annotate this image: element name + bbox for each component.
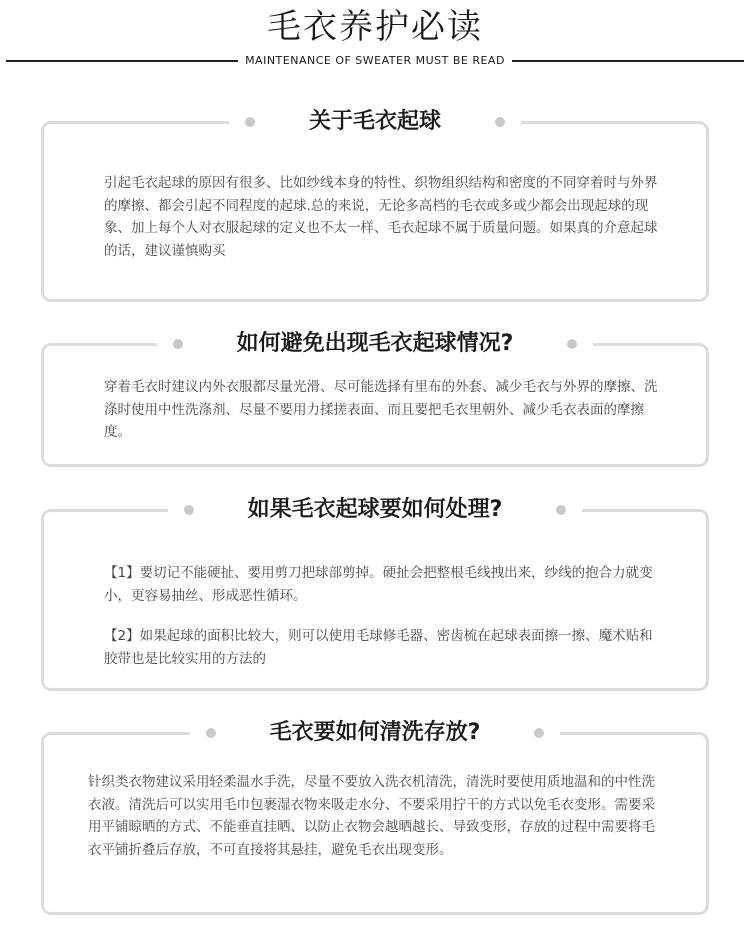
section-title: 如何避免出现毛衣起球情况? <box>236 331 514 356</box>
header-rule-right <box>512 60 744 62</box>
section-header <box>44 322 706 366</box>
section-body <box>104 172 666 262</box>
section-body <box>104 376 666 444</box>
bullet-dot-icon <box>567 339 577 349</box>
page-title: 毛衣养护必读 <box>267 7 483 47</box>
page-subtitle: MAINTENANCE OF SWEATER MUST BE READ <box>245 54 505 67</box>
section-paragraph: 穿着毛衣时建议内外衣服都尽量光滑、尽可能选择有里布的外套、减少毛衣与外界的摩擦、洗涤时使用中性洗涤剂、尽量不要用力揉搓表面、而且要把毛衣里朝外、减少毛衣表面的摩擦度。 <box>104 379 658 440</box>
section-title: 如果毛衣起球要如何处理? <box>247 497 503 522</box>
bullet-dot-icon <box>206 728 216 738</box>
section-card-prevention <box>41 331 709 467</box>
bullet-dot-icon <box>245 117 255 127</box>
section-body <box>104 562 666 670</box>
section-header <box>44 100 706 144</box>
bullet-dot-icon <box>173 339 183 349</box>
section-card-washing <box>41 720 709 915</box>
list-item: 【2】如果起球的面积比较大，则可以使用毛球修毛器、密齿梳在起球表面擦一擦、魔术贴和胶带也是比较实用的方法的 <box>104 628 653 667</box>
section-header <box>44 711 706 755</box>
bullet-dot-icon <box>556 505 566 515</box>
bullet-dot-icon <box>184 505 194 515</box>
list-item: 【1】要切记不能硬扯、要用剪刀把球部剪掉。硬扯会把整根毛线拽出来，纱线的抱合力就变小，更容易抽丝、形成恶性循环。 <box>104 565 653 604</box>
section-paragraph: 引起毛衣起球的原因有很多、比如纱线本身的特性、织物组织结构和密度的不同穿着时与外界的摩擦、都会引起不同程度的起球.总的来说，无论多高档的毛衣或多或少都会出现起球的现象、加上每个人对衣服起球的定义也不太一样、毛衣起球不属于质量问题。如果真的介意起球的话，建议谨慎购买 <box>104 175 658 259</box>
section-title: 毛衣要如何清洗存放? <box>269 720 481 745</box>
section-header <box>44 488 706 532</box>
section-body <box>88 771 666 861</box>
bullet-dot-icon <box>534 728 544 738</box>
section-card-pilling <box>41 109 709 302</box>
bullet-dot-icon <box>495 117 505 127</box>
section-paragraph: 针织类衣物建议采用轻柔温水手洗，尽量不要放入洗衣机清洗，清洗时要使用质地温和的中性洗衣液。清洗后可以实用毛巾包裹湿衣物来吸走水分、不要采用拧干的方式以免毛衣变形。需要采用平铺晾晒的方式、不能垂直挂晒、以防止衣物会越晒越长、导致变形，存放的过程中需要将毛衣平铺折叠后存放，不可直接将其悬挂，避免毛衣出现变形。 <box>88 774 655 858</box>
section-title: 关于毛衣起球 <box>308 109 441 134</box>
section-card-treatment <box>41 497 709 691</box>
